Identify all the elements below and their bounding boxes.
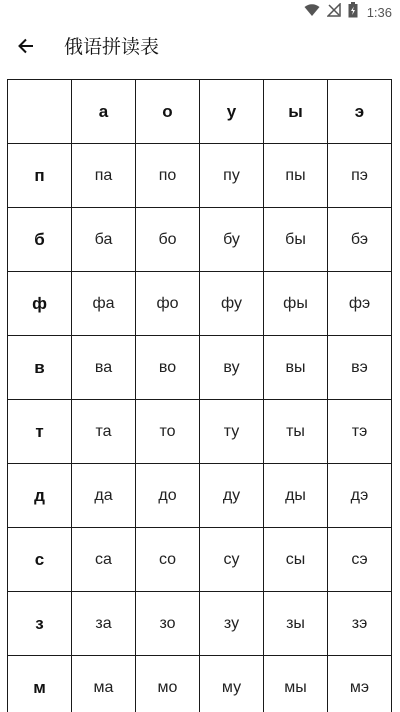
consonant-header-cell: б [8,208,72,272]
syllable-cell[interactable]: зо [136,592,200,656]
page-title: 俄语拼读表 [64,37,160,58]
syllable-cell[interactable]: сы [264,528,328,592]
syllable-cell[interactable]: ду [200,464,264,528]
corner-cell [8,80,72,144]
syllable-cell[interactable]: та [72,400,136,464]
syllable-cell[interactable]: сэ [328,528,392,592]
syllable-cell[interactable]: фо [136,272,200,336]
syllable-cell[interactable]: до [136,464,200,528]
consonant-header-cell: в [8,336,72,400]
app-bar [0,24,400,72]
vowel-header-cell: э [328,80,392,144]
syllable-cell[interactable]: за [72,592,136,656]
syllable-cell[interactable]: фы [264,272,328,336]
syllable-cell[interactable]: фэ [328,272,392,336]
status-icons [304,3,392,21]
syllable-cell[interactable]: бо [136,208,200,272]
syllable-cell[interactable]: ма [72,656,136,712]
syllable-cell[interactable]: фу [200,272,264,336]
syllable-cell[interactable]: зэ [328,592,392,656]
syllable-cell[interactable]: фа [72,272,136,336]
table-row [8,464,392,528]
syllable-cell[interactable]: тэ [328,400,392,464]
syllable-cell[interactable]: ды [264,464,328,528]
syllable-cell[interactable]: бэ [328,208,392,272]
table-row [8,400,392,464]
syllable-cell[interactable]: мо [136,656,200,712]
syllable-cell[interactable]: су [200,528,264,592]
table-row [8,656,392,712]
syllable-cell[interactable]: зы [264,592,328,656]
table-row [8,528,392,592]
syllable-cell[interactable]: пэ [328,144,392,208]
table-row [8,144,392,208]
consonant-header-cell: п [8,144,72,208]
table-row [8,272,392,336]
syllable-table [7,79,392,712]
syllable-cell[interactable]: ту [200,400,264,464]
syllable-cell[interactable]: мы [264,656,328,712]
syllable-cell[interactable]: то [136,400,200,464]
battery-icon [348,2,358,23]
consonant-header-cell: с [8,528,72,592]
syllable-cell[interactable]: вы [264,336,328,400]
syllable-cell[interactable]: са [72,528,136,592]
status-bar [0,0,400,24]
consonant-header-cell: д [8,464,72,528]
vowel-header-cell: а [72,80,136,144]
wifi-icon [304,3,320,22]
header-row [8,80,392,144]
back-button[interactable] [8,30,44,66]
syllable-cell[interactable]: пу [200,144,264,208]
syllable-cell[interactable]: по [136,144,200,208]
syllable-table-scroll-area[interactable] [7,79,400,712]
syllable-cell[interactable]: ты [264,400,328,464]
syllable-cell[interactable]: вэ [328,336,392,400]
syllable-cell[interactable]: му [200,656,264,712]
consonant-header-cell: з [8,592,72,656]
syllable-cell[interactable]: бу [200,208,264,272]
table-row [8,208,392,272]
syllable-cell[interactable]: ба [72,208,136,272]
syllable-cell[interactable]: зу [200,592,264,656]
arrow-left-icon [16,36,36,61]
syllable-cell[interactable]: пы [264,144,328,208]
table-row [8,592,392,656]
vowel-header-cell: у [200,80,264,144]
syllable-cell[interactable]: да [72,464,136,528]
syllable-cell[interactable]: дэ [328,464,392,528]
syllable-cell[interactable]: ву [200,336,264,400]
syllable-cell[interactable]: мэ [328,656,392,712]
vowel-header-cell: о [136,80,200,144]
vowel-header-cell: ы [264,80,328,144]
syllable-cell[interactable]: бы [264,208,328,272]
consonant-header-cell: т [8,400,72,464]
syllable-cell[interactable]: во [136,336,200,400]
consonant-header-cell: м [8,656,72,712]
status-time: 1:36 [366,4,392,20]
syllable-cell[interactable]: со [136,528,200,592]
consonant-header-cell: ф [8,272,72,336]
signal-icon [327,3,341,22]
syllable-cell[interactable]: па [72,144,136,208]
table-row [8,336,392,400]
syllable-cell[interactable]: ва [72,336,136,400]
